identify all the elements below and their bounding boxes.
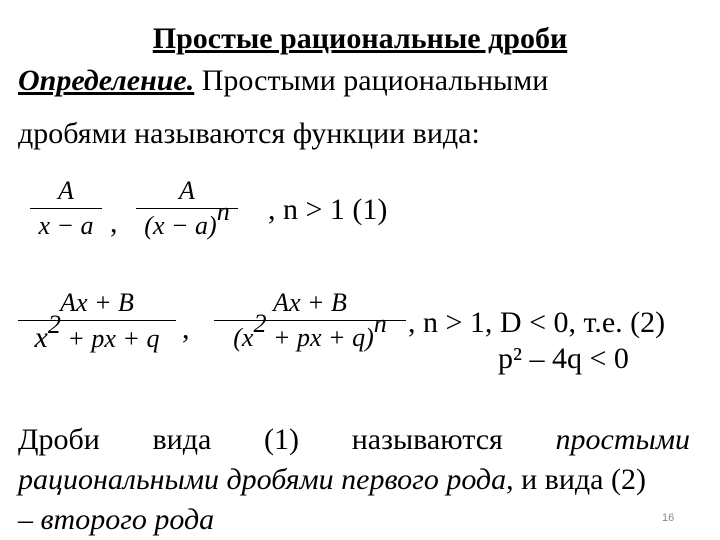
definition-term: Определение. xyxy=(18,64,195,97)
denominator-square: 2 xyxy=(47,310,61,339)
separator-comma: , xyxy=(110,206,118,239)
fraction-denominator xyxy=(136,197,238,243)
word-emphasis: простыми xyxy=(555,423,690,456)
denominator-square: 2 xyxy=(253,309,267,338)
denominator-base: (x − a) xyxy=(144,211,217,240)
condition-2: , n > 1, D < 0, т.е. (2) xyxy=(408,306,666,339)
discriminant-condition: p² – 4q < 0 xyxy=(498,342,629,375)
page-number: 16 xyxy=(662,512,675,524)
denominator-rest: + px + q) xyxy=(266,323,374,352)
slide-title: Простые рациональные дроби xyxy=(152,22,568,55)
conclusion-paragraph xyxy=(18,420,690,540)
definition-line-2: дробями называются функции вида: xyxy=(18,117,480,150)
conclusion-text: , и вида (2) xyxy=(506,463,646,496)
word: (1) xyxy=(264,423,300,456)
word: вида xyxy=(152,423,212,456)
word: называются xyxy=(351,423,503,456)
fraction-a-over-power xyxy=(136,176,238,243)
condition-1: , n > 1 (1) xyxy=(268,193,388,226)
fraction-numerator: A xyxy=(179,176,195,205)
denominator-x: x xyxy=(34,321,48,354)
fraction-denominator: x − a xyxy=(38,211,94,240)
fraction-numerator: Ax + B xyxy=(273,288,347,317)
denominator-exponent: n xyxy=(216,197,230,226)
fraction-denominator xyxy=(214,309,406,355)
fraction-linear-over-quadratic-power xyxy=(214,288,406,355)
conclusion-row-2 xyxy=(18,460,690,500)
emphasis-first-kind: рациональными дробями первого рода xyxy=(18,463,507,496)
separator-comma: , xyxy=(182,312,190,345)
definition-text: Простыми рациональными xyxy=(194,64,549,97)
definition-line-1 xyxy=(18,64,548,98)
emphasis-second-kind: – второго рода xyxy=(18,503,215,536)
fraction-numerator: A xyxy=(58,176,74,205)
fraction-linear-over-quadratic xyxy=(18,288,176,356)
fraction-a-over-x-minus-a xyxy=(30,176,102,243)
conclusion-row-1 xyxy=(18,420,690,460)
denominator-open: (x xyxy=(233,323,254,352)
denominator-rest: + px + q xyxy=(60,324,160,353)
conclusion-row-3 xyxy=(18,500,690,540)
fraction-denominator xyxy=(18,310,176,356)
word: Дроби xyxy=(18,423,100,456)
fraction-numerator: Ax + B xyxy=(60,288,134,317)
denominator-exponent: n xyxy=(373,309,387,338)
